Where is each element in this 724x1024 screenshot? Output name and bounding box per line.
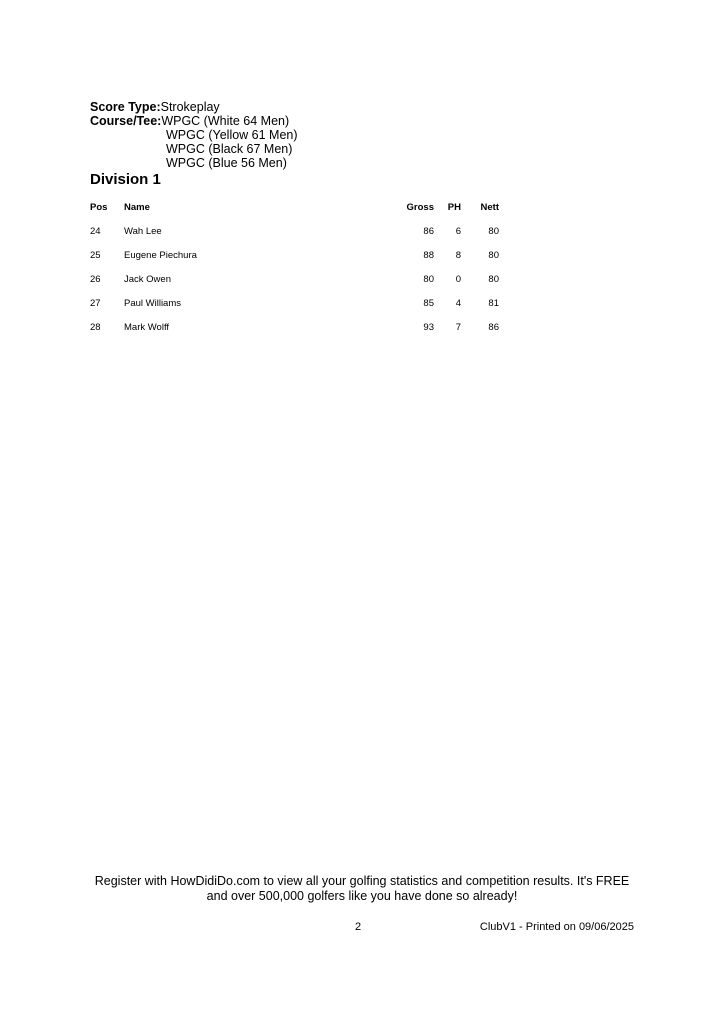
cell-name: Jack Owen (124, 274, 171, 285)
cell-pos: 25 (90, 250, 101, 261)
tee-item: WPGC (Black 67 Men) (166, 142, 293, 156)
tee-item: WPGC (Blue 56 Men) (166, 156, 287, 170)
cell-name: Mark Wolff (124, 322, 170, 333)
cell-ph: 8 (455, 250, 461, 261)
results-table (90, 200, 510, 344)
score-type-label: Score Type: (90, 100, 161, 114)
competition-meta (90, 100, 298, 170)
cell-pos: 26 (90, 274, 101, 285)
cell-pos: 24 (90, 226, 101, 237)
promo-message (0, 874, 724, 904)
cell-gross: 93 (423, 322, 434, 333)
cell-name: Paul Williams (124, 298, 182, 309)
course-tee-label: Course/Tee: (90, 114, 162, 128)
score-type-row (90, 100, 298, 114)
cell-nett: 80 (488, 274, 499, 285)
table-row (90, 248, 510, 272)
promo-line: Register with HowDidiDo.com to view all your golfing statistics and competition results. It's FREE (94, 874, 630, 888)
column-header-ph: PH (447, 202, 461, 213)
course-tee-row (90, 114, 298, 128)
cell-gross: 86 (423, 226, 434, 237)
tee-item: WPGC (White 64 Men) (161, 114, 290, 128)
cell-gross: 80 (423, 274, 434, 285)
cell-gross: 88 (423, 250, 434, 261)
division-title: Division 1 (90, 171, 161, 188)
column-header-gross: Gross (406, 202, 434, 213)
cell-nett: 86 (488, 322, 499, 333)
cell-pos: 28 (90, 322, 101, 333)
cell-nett: 81 (488, 298, 499, 309)
cell-ph: 0 (455, 274, 461, 285)
table-row (90, 320, 510, 344)
cell-ph: 4 (455, 298, 461, 309)
table-row (90, 272, 510, 296)
printed-info: ClubV1 - Printed on 09/06/2025 (479, 921, 634, 933)
cell-gross: 85 (423, 298, 434, 309)
cell-name: Eugene Piechura (124, 250, 197, 261)
cell-pos: 27 (90, 298, 101, 309)
table-header-row (90, 200, 510, 224)
page-number: 2 (355, 921, 362, 933)
promo-line: and over 500,000 golfers like you have done so already! (206, 889, 518, 903)
table-row (90, 224, 510, 248)
column-header-pos: Pos (90, 202, 108, 213)
column-header-name: Name (124, 202, 150, 213)
cell-ph: 6 (455, 226, 461, 237)
cell-name: Wah Lee (124, 226, 162, 237)
cell-nett: 80 (488, 226, 499, 237)
cell-nett: 80 (488, 250, 499, 261)
cell-ph: 7 (455, 322, 461, 333)
column-header-nett: Nett (480, 202, 499, 213)
tee-item: WPGC (Yellow 61 Men) (166, 128, 298, 142)
table-row (90, 296, 510, 320)
score-type-value: Strokeplay (160, 100, 220, 114)
